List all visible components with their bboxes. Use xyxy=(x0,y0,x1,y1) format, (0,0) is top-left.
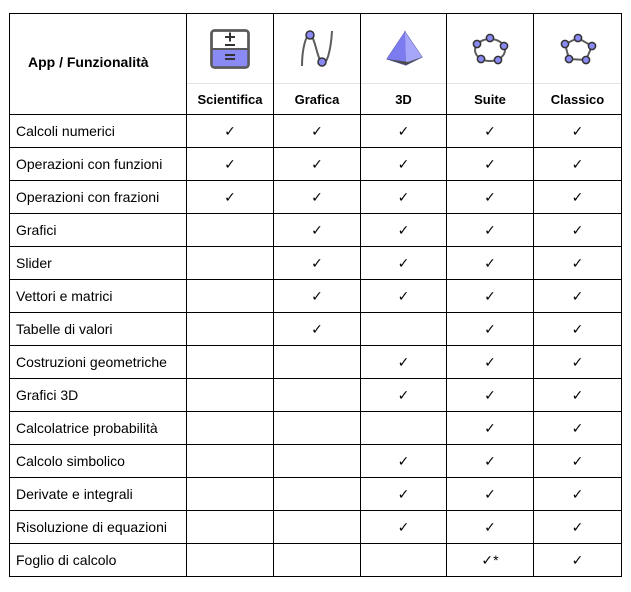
app-header-scientifica xyxy=(187,14,274,115)
cell-suite xyxy=(447,280,534,313)
check-mark: ✓ xyxy=(571,485,584,502)
cell-3d xyxy=(361,478,447,511)
check-mark: ✓ xyxy=(484,353,496,370)
check-mark: ✓ xyxy=(571,221,584,238)
check-mark: ✓ xyxy=(484,155,496,172)
check-mark: ✓ xyxy=(397,287,410,304)
app-header-grafica xyxy=(274,14,361,115)
cell-scientifica xyxy=(187,148,274,181)
cell-scientifica xyxy=(187,181,274,214)
header-row xyxy=(10,14,622,115)
pentagon-points-icon xyxy=(469,29,511,69)
cell-suite xyxy=(447,181,534,214)
cell-scientifica xyxy=(187,478,274,511)
cell-grafica xyxy=(274,313,361,346)
feature-label: Calcoli numerici xyxy=(10,115,187,148)
cell-suite xyxy=(447,511,534,544)
check-mark: ✓ xyxy=(571,287,584,304)
check-mark: ✓ xyxy=(224,122,236,139)
check-mark: ✓ xyxy=(484,188,496,205)
cell-3d xyxy=(361,280,447,313)
cell-suite xyxy=(447,412,534,445)
cell-3d xyxy=(361,247,447,280)
check-mark: ✓ xyxy=(311,287,323,304)
check-mark: ✓* xyxy=(481,551,499,568)
cell-scientifica xyxy=(187,115,274,148)
feature-label: Operazioni con funzioni xyxy=(10,148,187,181)
cell-3d xyxy=(361,148,447,181)
cell-suite xyxy=(447,346,534,379)
check-mark: ✓ xyxy=(397,485,410,502)
cell-scientifica xyxy=(187,280,274,313)
cell-grafica xyxy=(274,412,361,445)
cell-3d xyxy=(361,379,447,412)
check-mark: ✓ xyxy=(484,320,496,337)
feature-comparison-table xyxy=(9,13,622,577)
check-mark: ✓ xyxy=(571,419,584,436)
cell-3d xyxy=(361,412,447,445)
check-mark: ✓ xyxy=(571,452,584,469)
cell-scientifica xyxy=(187,247,274,280)
cell-classico xyxy=(534,445,622,478)
check-mark: ✓ xyxy=(571,254,584,271)
check-mark: ✓ xyxy=(311,221,323,238)
check-mark: ✓ xyxy=(484,122,496,139)
check-mark: ✓ xyxy=(397,518,410,535)
cell-classico xyxy=(534,181,622,214)
check-mark: ✓ xyxy=(311,188,323,205)
check-mark: ✓ xyxy=(571,353,584,370)
cell-scientifica xyxy=(187,346,274,379)
check-mark: ✓ xyxy=(484,518,496,535)
feature-label: Costruzioni geometriche xyxy=(10,346,187,379)
cell-suite xyxy=(447,247,534,280)
check-mark: ✓ xyxy=(484,419,496,436)
table-row xyxy=(10,445,622,478)
cell-classico xyxy=(534,148,622,181)
cell-3d xyxy=(361,511,447,544)
cell-grafica xyxy=(274,280,361,313)
check-mark: ✓ xyxy=(224,188,236,205)
calculator-icon xyxy=(210,29,250,69)
check-mark: ✓ xyxy=(397,386,410,403)
check-mark: ✓ xyxy=(397,155,410,172)
check-mark: ✓ xyxy=(397,452,410,469)
check-mark: ✓ xyxy=(571,518,584,535)
cell-scientifica xyxy=(187,445,274,478)
check-mark: ✓ xyxy=(311,254,323,271)
check-mark: ✓ xyxy=(224,155,236,172)
cell-scientifica xyxy=(187,313,274,346)
check-mark: ✓ xyxy=(311,155,323,172)
cell-grafica xyxy=(274,214,361,247)
cell-3d xyxy=(361,115,447,148)
cell-classico xyxy=(534,247,622,280)
table-row xyxy=(10,247,622,280)
cell-suite xyxy=(447,313,534,346)
check-mark: ✓ xyxy=(397,122,410,139)
table-row xyxy=(10,412,622,445)
table-row xyxy=(10,313,622,346)
cell-3d xyxy=(361,181,447,214)
app-name-scientifica: Scientifica xyxy=(197,92,263,107)
cell-grafica xyxy=(274,181,361,214)
feature-label: Derivate e integrali xyxy=(10,478,187,511)
cell-3d xyxy=(361,313,447,346)
feature-label: Grafici xyxy=(10,214,187,247)
cell-classico xyxy=(534,544,622,577)
check-mark: ✓ xyxy=(571,155,584,172)
cell-suite xyxy=(447,544,534,577)
corner-label: App / Funzionalità xyxy=(10,12,187,113)
cell-3d xyxy=(361,544,447,577)
cell-scientifica xyxy=(187,412,274,445)
table-row xyxy=(10,280,622,313)
cell-scientifica xyxy=(187,214,274,247)
cell-grafica xyxy=(274,346,361,379)
cell-classico xyxy=(534,511,622,544)
feature-label: Calcolo simbolico xyxy=(10,445,187,478)
cell-classico xyxy=(534,313,622,346)
check-mark: ✓ xyxy=(571,122,584,139)
cell-grafica xyxy=(274,445,361,478)
app-header-classico xyxy=(534,14,622,115)
cell-suite xyxy=(447,379,534,412)
feature-label: Calcolatrice probabilità xyxy=(10,412,187,445)
check-mark: ✓ xyxy=(484,386,496,403)
feature-label: Grafici 3D xyxy=(10,379,187,412)
table-row xyxy=(10,478,622,511)
graph-curve-icon xyxy=(297,29,337,69)
cell-grafica xyxy=(274,511,361,544)
check-mark: ✓ xyxy=(571,551,584,568)
feature-label: Risoluzione di equazioni xyxy=(10,511,187,544)
table-row xyxy=(10,115,622,148)
cell-classico xyxy=(534,280,622,313)
cell-grafica xyxy=(274,478,361,511)
check-mark: ✓ xyxy=(311,320,323,337)
cell-grafica xyxy=(274,148,361,181)
check-mark: ✓ xyxy=(571,386,584,403)
cell-grafica xyxy=(274,115,361,148)
table-row xyxy=(10,511,622,544)
cell-grafica xyxy=(274,544,361,577)
cell-grafica xyxy=(274,247,361,280)
check-mark: ✓ xyxy=(571,188,584,205)
cell-suite xyxy=(447,115,534,148)
cell-scientifica xyxy=(187,511,274,544)
check-mark: ✓ xyxy=(484,452,496,469)
app-header-3d xyxy=(361,14,447,115)
cell-classico xyxy=(534,379,622,412)
table-row xyxy=(10,214,622,247)
cell-3d xyxy=(361,346,447,379)
check-mark: ✓ xyxy=(484,221,496,238)
app-name-grafica: Grafica xyxy=(294,92,340,107)
check-mark: ✓ xyxy=(484,485,496,502)
cell-suite xyxy=(447,478,534,511)
cell-suite xyxy=(447,445,534,478)
feature-label: Foglio di calcolo xyxy=(10,544,187,577)
check-mark: ✓ xyxy=(571,320,584,337)
check-mark: ✓ xyxy=(397,254,410,271)
table-row xyxy=(10,544,622,577)
cell-scientifica xyxy=(187,544,274,577)
cell-3d xyxy=(361,214,447,247)
cell-classico xyxy=(534,115,622,148)
check-mark: ✓ xyxy=(397,188,410,205)
cell-grafica xyxy=(274,379,361,412)
cell-suite xyxy=(447,148,534,181)
table-row xyxy=(10,181,622,214)
cell-classico xyxy=(534,478,622,511)
app-name-3d: 3D xyxy=(395,92,412,107)
check-mark: ✓ xyxy=(311,122,323,139)
table-row xyxy=(10,346,622,379)
feature-label: Operazioni con frazioni xyxy=(10,181,187,214)
table-row xyxy=(10,379,622,412)
app-header-suite xyxy=(447,14,534,115)
check-mark: ✓ xyxy=(484,287,496,304)
feature-label: Tabelle di valori xyxy=(10,313,187,346)
cell-classico xyxy=(534,346,622,379)
cell-suite xyxy=(447,214,534,247)
check-mark: ✓ xyxy=(397,221,410,238)
table-row xyxy=(10,148,622,181)
feature-label: Vettori e matrici xyxy=(10,280,187,313)
cell-classico xyxy=(534,412,622,445)
cell-3d xyxy=(361,445,447,478)
app-name-classico: Classico xyxy=(550,92,605,107)
cell-classico xyxy=(534,214,622,247)
feature-label: Slider xyxy=(10,247,187,280)
pentagon-points-icon xyxy=(557,29,599,69)
pyramid-3d-icon xyxy=(384,29,424,69)
app-name-suite: Suite xyxy=(474,92,506,107)
cell-scientifica xyxy=(187,379,274,412)
check-mark: ✓ xyxy=(397,353,410,370)
check-mark: ✓ xyxy=(484,254,496,271)
